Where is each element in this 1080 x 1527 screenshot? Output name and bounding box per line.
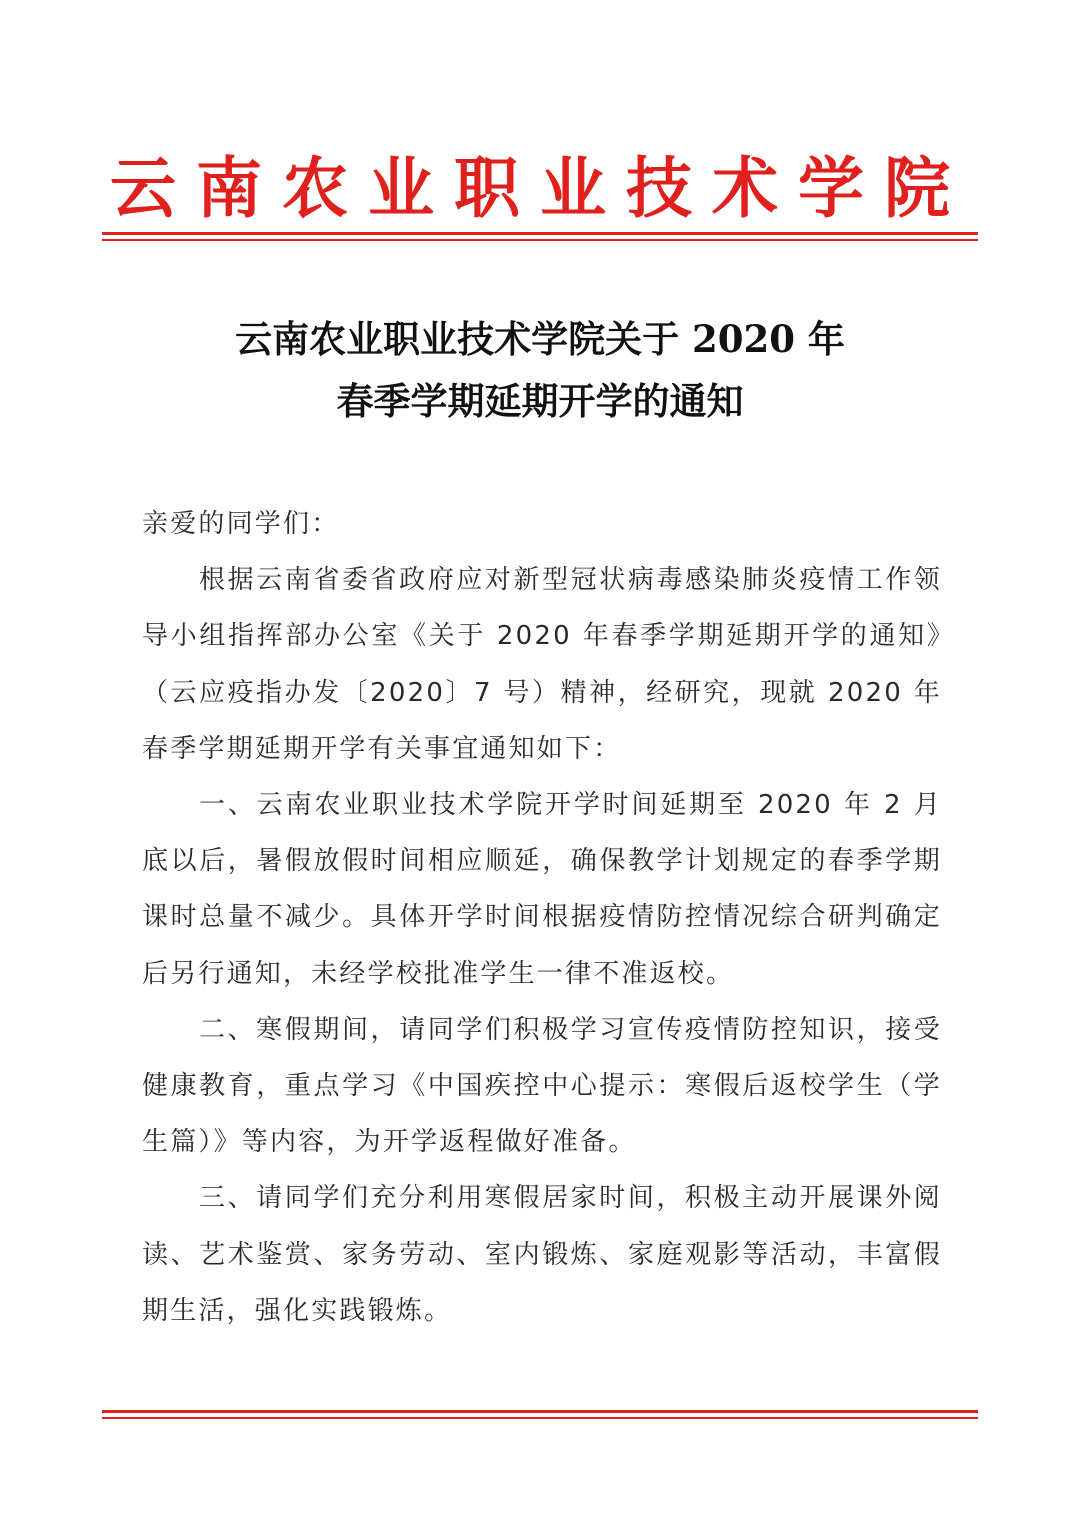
document-title	[140, 308, 940, 432]
paragraph-item-1: 一、云南农业职业技术学院开学时间延期至 2020 年 2 月底以后，暑假放假时间相应顺延，确保教学计划规定的春季学期课时总量不减少。具体开学时间根据疫情防控情况综合研判确定后另行通知，未经学校批准学生一律不准返校。	[142, 790, 942, 989]
document-title-line-2: 春季学期延期开学的通知	[336, 379, 744, 423]
paragraph-intro: 根据云南省委省政府应对新型冠状病毒感染肺炎疫情工作领导小组指挥部办公室《关于 2020 年春季学期延期开学的通知》（云应疫指办发〔2020〕7 号）精神，经研究，现就 2020 年春季学期延期开学有关事宜通知如下：	[142, 565, 942, 764]
salutation: 亲爱的同学们：	[142, 509, 340, 539]
letterhead-org-name: 云南农业职业技术学院	[110, 149, 970, 227]
letterhead-red-rule	[102, 232, 978, 241]
document-title-line-1: 云南农业职业技术学院关于 2020 年	[235, 317, 845, 361]
footer-red-rule	[102, 1410, 978, 1419]
paragraph-item-2: 二、寒假期间，请同学们积极学习宣传疫情防控知识，接受健康教育，重点学习《中国疾控中心提示：寒假后返校学生（学生篇）》等内容，为开学返程做好准备。	[142, 1014, 942, 1158]
document-body	[142, 496, 942, 1339]
paragraph-item-3: 三、请同学们充分利用寒假居家时间，积极主动开展课外阅读、艺术鉴赏、家务劳动、室内锻炼、家庭观影等活动，丰富假期生活，强化实践锻炼。	[142, 1183, 942, 1326]
